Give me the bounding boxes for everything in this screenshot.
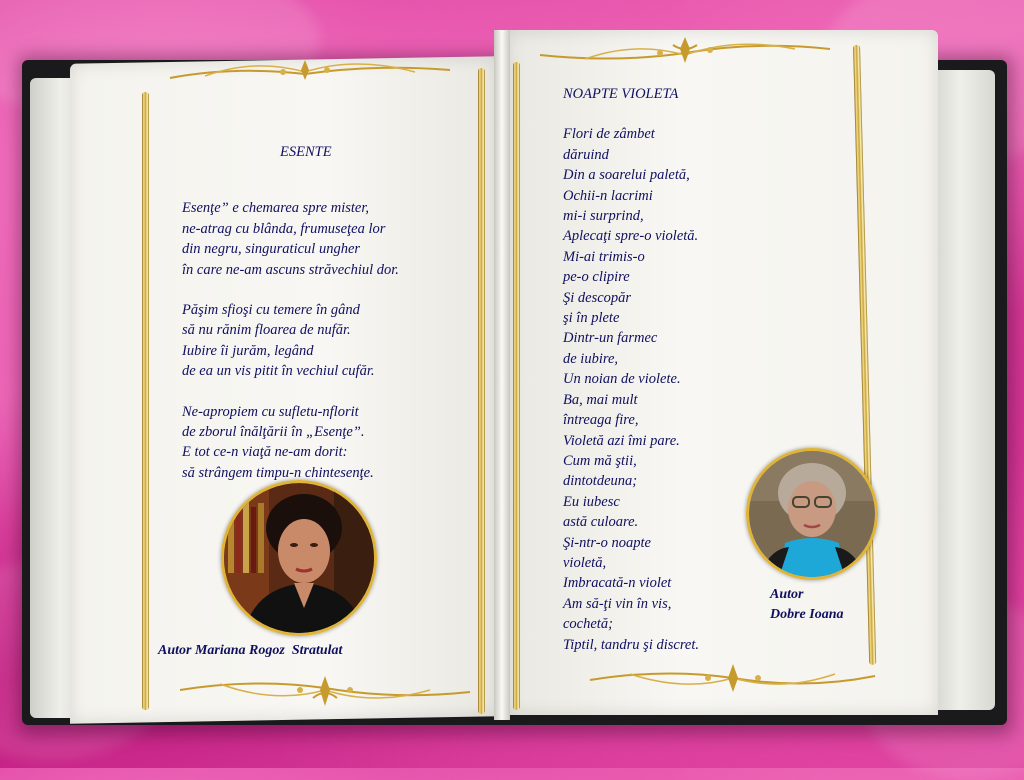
poem-line: violetă, [563,554,607,571]
left-poem-title: ESENTE [280,144,332,160]
poem-line: în care ne-am ascuns străvechiul dor. [182,261,399,278]
poem-line: pe-o clipire [563,269,630,286]
poem-line: dintotdeuna; [563,473,638,490]
author-right-name: Dobre Ioana [770,607,844,622]
right-poem [563,84,699,655]
author-right [770,585,844,625]
poem-line: de ea un vis pitit în vechiul cufăr. [182,363,375,380]
poem-line: Flori de zâmbet [563,126,655,143]
book-gutter [494,30,510,720]
left-poem [182,142,399,503]
stanza-2 [182,300,399,382]
poem-line: să strângem timpu-n chintesenţe. [182,464,374,481]
poem-line: Şi-ntr-o noapte [563,534,651,551]
stanza-3 [182,402,399,484]
gold-border-left-inner [478,68,485,714]
poem-line: Ba, mai mult [563,391,638,408]
poem-line: ne-atrag cu blânda, frumuseţea lor [182,220,386,237]
poem-line: E tot ce-n viaţă ne-am dorit: [182,444,348,461]
poem-line: întreaga fire, [563,412,639,429]
poem-line: Tiptil, tandru şi discret. [563,636,700,653]
poem-line: de iubire, [563,350,619,367]
gold-border-right-inner [513,62,520,710]
poem-line: Dintr-un farmec [563,330,658,347]
poem-line: dăruind [563,146,609,163]
poem-line: cochetă; [563,616,613,633]
poem-line: astă culoare. [563,514,639,531]
poem-line: Ne-apropiem cu sufletu-nflorit [182,403,359,420]
poem-line: Păşim sfioşi cu temere în gând [182,302,360,319]
right-poem-title: NOAPTE VIOLETA [563,86,679,102]
author-right-label: Autor [770,587,804,602]
poem-line: mi-i surprind, [563,208,644,225]
poem-line: Aplecaţi spre-o violetă. [563,228,699,245]
gold-border-left-outer [142,92,149,710]
stanza-1 [182,198,399,280]
author-photo-left [221,480,377,636]
poem-line: şi în plete [563,310,620,327]
ornament-top-left-icon [165,56,455,86]
poem-line: de zborul înălţării în „Esenţe”. [182,424,365,441]
poem-line: Imbracată-n violet [563,575,672,592]
poem-line: Am să-ţi vin în vis, [563,595,672,612]
author-photo-right [746,448,878,580]
poem-line: Iubire îi jurăm, legând [182,342,314,359]
ornament-bottom-right-icon [585,660,880,696]
poem-line: Eu iubesc [563,493,620,510]
ornament-bottom-left-icon [175,672,475,710]
poem-line: din negru, singuraticul ungher [182,241,361,258]
poem-line: Un noian de violete. [563,371,681,388]
poem-line: Cum mă ştii, [563,452,637,469]
poem-line: Violetă azi îmi pare. [563,432,680,449]
ornament-top-right-icon [535,35,835,69]
author-left: Autor Mariana Rogoz Stratulat [158,643,343,658]
poem-line: Mi-ai trimis-o [563,248,645,265]
poem-line: să nu rănim floarea de nufăr. [182,322,351,339]
poem-line: Ochii-n lacrimi [563,187,653,204]
poem-line: Din a soarelui paletă, [563,167,690,184]
poem-line: Şi descopăr [563,289,632,306]
poem-line: Esenţe” e chemarea spre mister, [182,200,369,217]
